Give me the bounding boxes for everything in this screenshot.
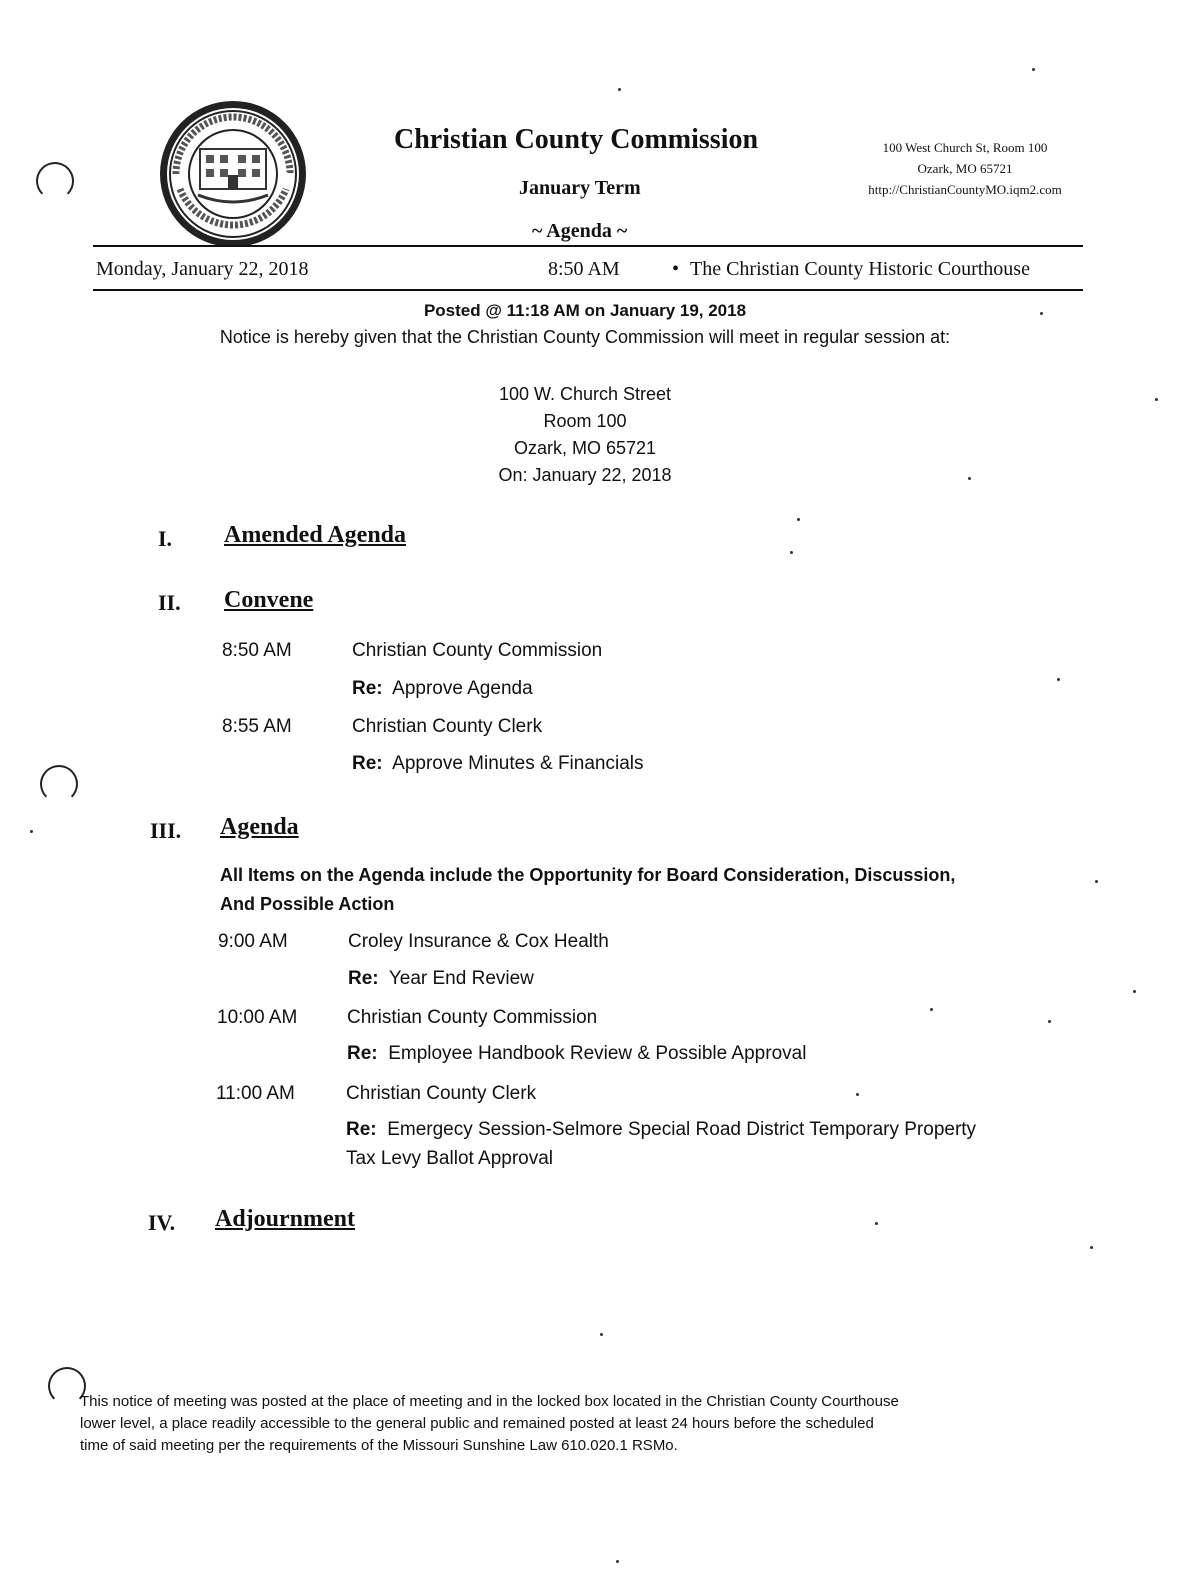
scan-speck	[1155, 398, 1158, 401]
scan-speck	[1090, 1246, 1093, 1249]
page-title: Christian County Commission	[394, 124, 759, 155]
section-number: IV.	[148, 1210, 176, 1235]
item-time: 8:50 AM	[222, 640, 292, 661]
agenda-heading: ~ Agenda ~	[532, 220, 628, 242]
address-street: 100 West Church St, Room 100	[882, 140, 1048, 155]
item-time: 9:00 AM	[218, 931, 288, 952]
scan-speck	[790, 551, 793, 554]
footer-line1: This notice of meeting was posted at the place of meeting and in the locked box located in the Christian County Courthouse	[80, 1393, 899, 1410]
location-street: 100 W. Church Street	[498, 384, 672, 404]
item-presenter: Christian County Commission	[347, 1007, 598, 1028]
agenda-intro-line1: All Items on the Agenda include the Opportunity for Board Consideration, Discussion,	[220, 865, 956, 885]
item-regarding: Re: Approve Minutes & Financials	[352, 753, 644, 774]
item-regarding: Re: Emergecy Session-Selmore Special Road District Temporary Property	[346, 1119, 977, 1140]
footer-line2: lower level, a place readily accessible to the general public and remained posted at least 24 hours before the scheduled	[80, 1415, 874, 1432]
section-title-adjournment: Adjournment	[215, 1206, 356, 1232]
meeting-location	[440, 381, 730, 489]
posted-notice: Posted @ 11:18 AM on January 19, 2018	[423, 301, 747, 320]
section-number: I.	[158, 526, 173, 551]
scan-speck	[930, 1008, 933, 1011]
header-address	[840, 137, 1090, 200]
section-title-convene: Convene	[224, 587, 314, 613]
svg-text:★: ★	[280, 169, 289, 180]
binder-hole-middle	[40, 765, 78, 803]
meeting-place-bullet: •	[672, 258, 680, 280]
svg-text:★: ★	[178, 169, 187, 180]
scan-speck	[600, 1333, 603, 1336]
item-presenter: Christian County Clerk	[346, 1083, 537, 1104]
divider-bottom	[93, 289, 1083, 291]
item-regarding: Re: Year End Review	[348, 968, 534, 989]
county-seal	[158, 99, 308, 249]
scan-speck	[616, 1560, 619, 1563]
item-regarding-cont: Tax Levy Ballot Approval	[346, 1148, 554, 1169]
item-time: 11:00 AM	[216, 1083, 295, 1104]
website-link[interactable]: http://ChristianCountyMO.iqm2.com	[868, 182, 1062, 197]
scan-speck	[856, 1093, 859, 1096]
footer-line3: time of said meeting per the requirements of the Missouri Sunshine Law 610.020.1 RSMo.	[80, 1437, 678, 1454]
divider-top	[93, 245, 1083, 247]
meeting-place: The Christian County Historic Courthouse	[690, 258, 1030, 280]
section-title-agenda: Agenda	[220, 814, 299, 840]
item-regarding: Re: Approve Agenda	[352, 678, 533, 699]
scan-speck	[1040, 312, 1043, 315]
item-presenter: Croley Insurance & Cox Health	[348, 931, 609, 952]
scan-speck	[1048, 1020, 1051, 1023]
scan-speck	[797, 518, 800, 521]
item-regarding: Re: Employee Handbook Review & Possible Approval	[347, 1043, 807, 1064]
location-room: Room 100	[543, 411, 627, 431]
address-city: Ozark, MO 65721	[917, 161, 1013, 176]
scan-speck	[30, 830, 33, 833]
meeting-notice: Notice is hereby given that the Christian County Commission will meet in regular session at:	[219, 327, 951, 347]
scan-speck	[618, 88, 621, 91]
scan-speck	[1095, 880, 1098, 883]
item-time: 10:00 AM	[217, 1007, 298, 1028]
section-number: III.	[150, 818, 182, 843]
term-label: January Term	[519, 177, 641, 199]
meeting-date: Monday, January 22, 2018	[96, 258, 309, 280]
item-time: 8:55 AM	[222, 716, 292, 737]
section-title-amended-agenda: Amended Agenda	[224, 522, 407, 548]
item-presenter: Christian County Clerk	[352, 716, 543, 737]
posting-statement	[80, 1391, 1020, 1457]
scan-speck	[1133, 990, 1136, 993]
scan-speck	[875, 1222, 878, 1225]
section-number: II.	[158, 590, 181, 615]
scan-speck	[1057, 678, 1060, 681]
scan-speck	[968, 477, 971, 480]
binder-hole-top	[36, 162, 74, 200]
location-city: Ozark, MO 65721	[513, 438, 657, 458]
agenda-intro-line2: And Possible Action	[220, 894, 395, 914]
location-date: On: January 22, 2018	[498, 465, 672, 485]
item-presenter: Christian County Commission	[352, 640, 603, 661]
meeting-time: 8:50 AM	[548, 258, 620, 280]
scan-speck	[1032, 68, 1035, 71]
